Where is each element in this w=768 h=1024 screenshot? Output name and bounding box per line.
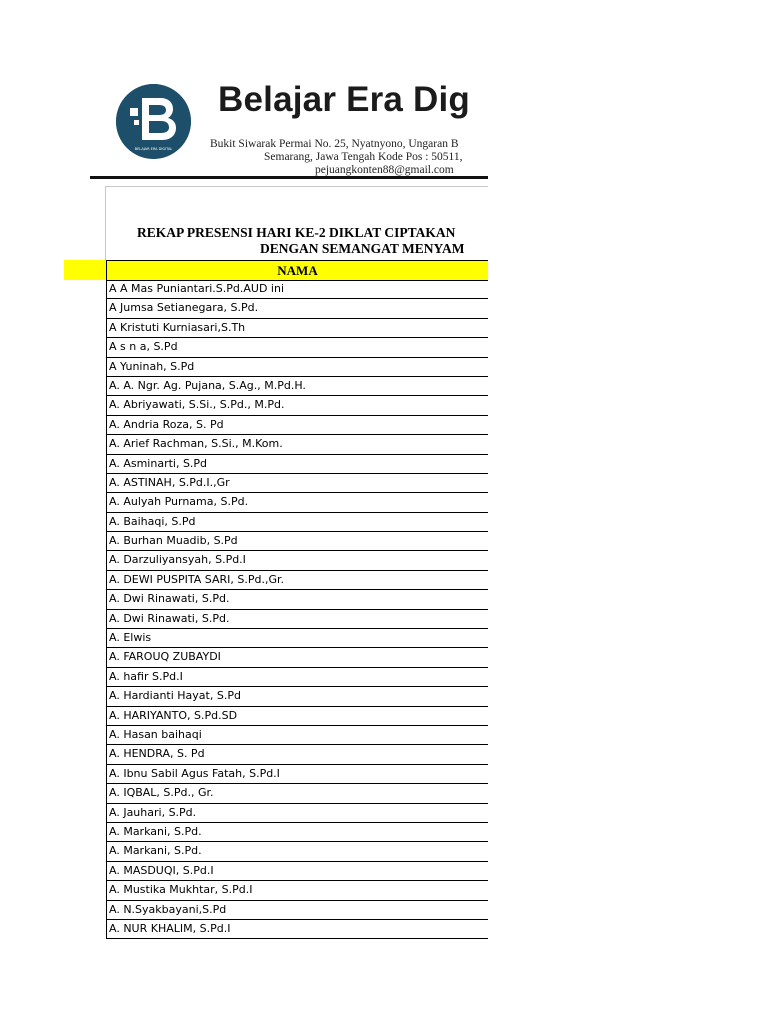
table-row: A. ASTINAH, S.Pd.I.,Gr [106,474,489,493]
column-header-nama: NAMA [106,260,489,281]
table-row: A. Elwis [106,629,489,648]
table-row: A. Asminarti, S.Pd [106,455,489,474]
table-row: A. A. Ngr. Ag. Pujana, S.Ag., M.Pd.H. [106,377,489,396]
table-row: A. Abriyawati, S.Si., S.Pd., M.Pd. [106,396,489,415]
table-row: A Jumsa Setianegara, S.Pd. [106,299,489,318]
organization-logo [116,84,191,159]
table-row: A. HENDRA, S. Pd [106,745,489,764]
table-row: A. NUR KHALIM, S.Pd.I [106,920,489,939]
table-row: A. Hasan baihaqi [106,726,489,745]
table-row: A. Jauhari, S.Pd. [106,804,489,823]
table-row: A. Dwi Rinawati, S.Pd. [106,590,489,609]
table-row: A Kristuti Kurniasari,S.Th [106,319,489,338]
table-row: A. DEWI PUSPITA SARI, S.Pd.,Gr. [106,571,489,590]
table-row: A. Andria Roza, S. Pd [106,416,489,435]
table-row: A Yuninah, S.Pd [106,358,489,377]
organization-name: Belajar Era Dig [218,80,470,119]
title-box-border-left [105,186,106,260]
logo-b-icon [116,84,191,159]
table-row: A. Hardianti Hayat, S.Pd [106,687,489,706]
document-title-line-1: REKAP PRESENSI HARI KE-2 DIKLAT CIPTAKAN [137,225,456,240]
table-row: A. Ibnu Sabil Agus Fatah, S.Pd.I [106,765,489,784]
table-row: A. Markani, S.Pd. [106,842,489,861]
table-row: A. Markani, S.Pd. [106,823,489,842]
title-box-border [105,186,488,187]
table-row: A. Dwi Rinawati, S.Pd. [106,610,489,629]
page-crop-mask [488,0,768,1024]
table-row: A. FAROUQ ZUBAYDI [106,648,489,667]
table-row: A. IQBAL, S.Pd., Gr. [106,784,489,803]
table-row: A. MASDUQI, S.Pd.I [106,862,489,881]
table-row: A A Mas Puniantari.S.Pd.AUD ini [106,280,489,299]
table-row: A. HARIYANTO, S.Pd.SD [106,707,489,726]
address-line-2: Semarang, Jawa Tengah Kode Pos : 50511, [264,151,463,163]
header-divider [90,176,488,179]
logo-caption: BELAJAR ERA DIGITAL [134,147,173,151]
table-row: A. Darzuliyansyah, S.Pd.I [106,551,489,570]
table-row: A s n a, S.Pd [106,338,489,357]
table-row: A. Mustika Mukhtar, S.Pd.I [106,881,489,900]
document-title-line-2: DENGAN SEMANGAT MENYAM [260,241,465,256]
attendance-name-list [106,280,488,939]
table-row: A. Arief Rachman, S.Si., M.Kom. [106,435,489,454]
table-row: A. Aulyah Purnama, S.Pd. [106,493,489,512]
table-row: A. hafir S.Pd.I [106,668,489,687]
table-row: A. Burhan Muadib, S.Pd [106,532,489,551]
address-line-1: Bukit Siwarak Permai No. 25, Nyatnyono, Ungaran B [210,138,459,150]
table-row: A. N.Syakbayani,S.Pd [106,901,489,920]
table-row: A. Baihaqi, S.Pd [106,513,489,532]
contact-email: pejuangkonten88@gmail.com [315,164,454,176]
